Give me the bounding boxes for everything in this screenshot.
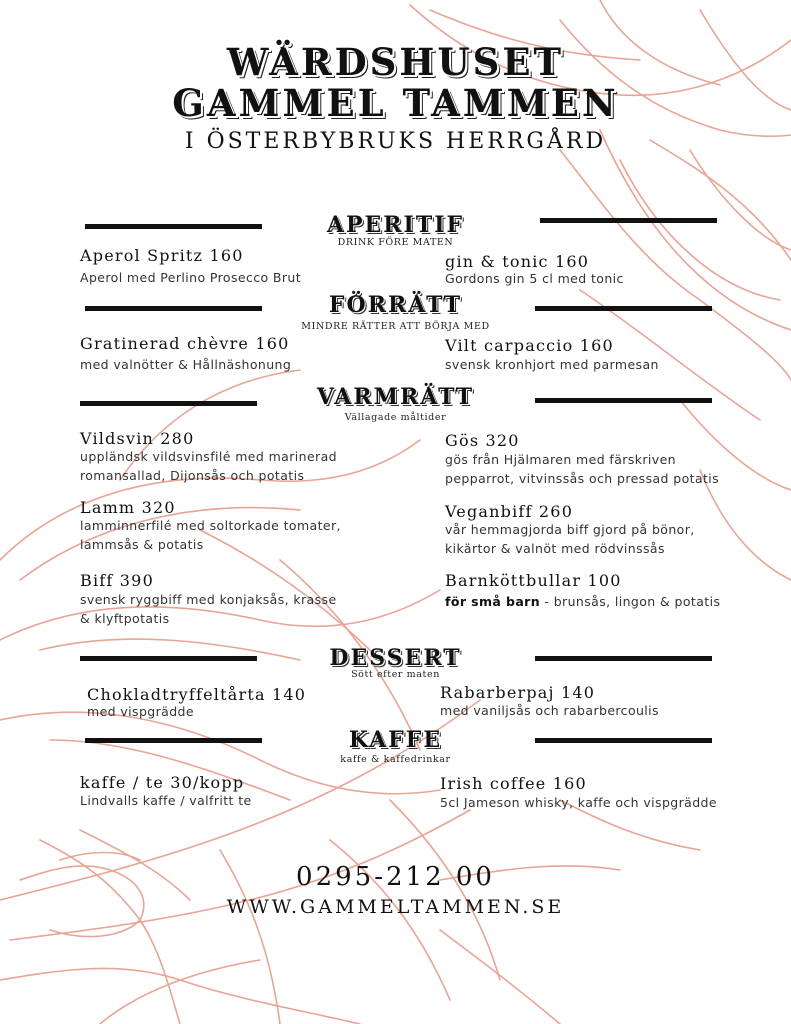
section-title-aperitif: APERITIF bbox=[326, 212, 465, 238]
section-title-kaffe: KAFFE bbox=[348, 727, 443, 753]
section-title-forratt: FÖRRÄTT bbox=[328, 292, 463, 318]
menu-item-name: Barnköttbullar 100 bbox=[445, 571, 622, 590]
menu-item-name: Vilt carpaccio 160 bbox=[445, 336, 614, 355]
menu-item-desc-line1: uppländsk vildsvinsfilé med marinerad bbox=[80, 449, 337, 464]
menu-item-name: Lamm 320 bbox=[80, 498, 176, 517]
menu-item-desc-line2: & klyftpotatis bbox=[80, 611, 170, 626]
menu-item-name: Gratinerad chèvre 160 bbox=[80, 334, 290, 353]
menu-item-desc: med vaniljsås och rabarbercoulis bbox=[440, 703, 659, 718]
menu-item-desc: 5cl Jameson whisky, kaffe och vispgrädde bbox=[440, 795, 717, 810]
section-title-dessert: DESSERT bbox=[329, 645, 462, 671]
menu-item-desc-line1: lamminnerfilé med soltorkade tomater, bbox=[80, 518, 341, 533]
menu-item-desc-line2: lammsås & potatis bbox=[80, 537, 204, 552]
menu-item-desc bbox=[445, 592, 720, 611]
phone-number: 0295-212 00 bbox=[296, 862, 495, 892]
menu-item-desc-line1: vår hemmagjorda biff gjord på bönor, bbox=[445, 522, 695, 537]
menu-item-desc-line1: gös från Hjälmaren med färskriven bbox=[445, 452, 677, 467]
menu-item-desc: Gordons gin 5 cl med tonic bbox=[445, 271, 624, 286]
menu-item-name: Rabarberpaj 140 bbox=[440, 683, 596, 702]
restaurant-name-line1: WÄRDSHUSET bbox=[226, 40, 565, 84]
menu-item-name: Vildsvin 280 bbox=[80, 429, 195, 448]
section-subtitle-forratt: MINDRE RÄTTER ATT BÖRJA MED bbox=[301, 321, 490, 332]
menu-item-desc-highlight: för små barn bbox=[445, 594, 541, 609]
menu-item-name: Chokladtryffeltårta 140 bbox=[87, 685, 307, 704]
menu-item-desc: med vispgrädde bbox=[87, 704, 194, 719]
menu-item-name: Gös 320 bbox=[445, 431, 520, 450]
menu-item-desc-line1: svensk ryggbiff med konjaksås, krasse bbox=[80, 592, 337, 607]
website-link[interactable]: WWW.GAMMELTAMMEN.SE bbox=[226, 896, 565, 918]
section-subtitle-varmratt: Vällagade måltider bbox=[344, 412, 447, 423]
restaurant-name-line2: GAMMEL TAMMEN bbox=[172, 81, 619, 125]
menu-item-desc: med valnötter & Hållnäshonung bbox=[80, 357, 292, 372]
menu-item-desc-rest: - brunsås, lingon & potatis bbox=[540, 594, 721, 609]
menu-item-name: kaffe / te 30/kopp bbox=[80, 773, 245, 792]
menu-item-name: Biff 390 bbox=[80, 571, 154, 590]
menu-item-desc: Aperol med Perlino Prosecco Brut bbox=[80, 270, 302, 285]
menu-item-name: Aperol Spritz 160 bbox=[80, 246, 244, 265]
menu-item-desc-line2: kikärtor & valnöt med rödvinssås bbox=[445, 541, 665, 556]
section-title-varmratt: VARMRÄTT bbox=[316, 384, 475, 410]
restaurant-subtitle: I ÖSTERBYBRUKS HERRGÅRD bbox=[184, 129, 607, 154]
menu-item-name: Veganbiff 260 bbox=[445, 502, 574, 521]
menu-item-desc-line2: pepparrot, vitvinssås och pressad potatis bbox=[445, 471, 720, 486]
menu-item-desc-line2: romansallad, Dijonsås och potatis bbox=[80, 468, 305, 483]
section-subtitle-kaffe: kaffe & kaffedrinkar bbox=[340, 754, 451, 765]
section-subtitle-dessert: Sött efter maten bbox=[351, 669, 440, 680]
section-subtitle-aperitif: DRINK FÖRE MATEN bbox=[337, 237, 454, 248]
menu-item-desc: svensk kronhjort med parmesan bbox=[445, 357, 659, 372]
menu-item-name: Irish coffee 160 bbox=[440, 774, 587, 793]
menu-item-desc: Lindvalls kaffe / valfritt te bbox=[80, 793, 252, 808]
menu-item-name: gin & tonic 160 bbox=[445, 252, 590, 271]
